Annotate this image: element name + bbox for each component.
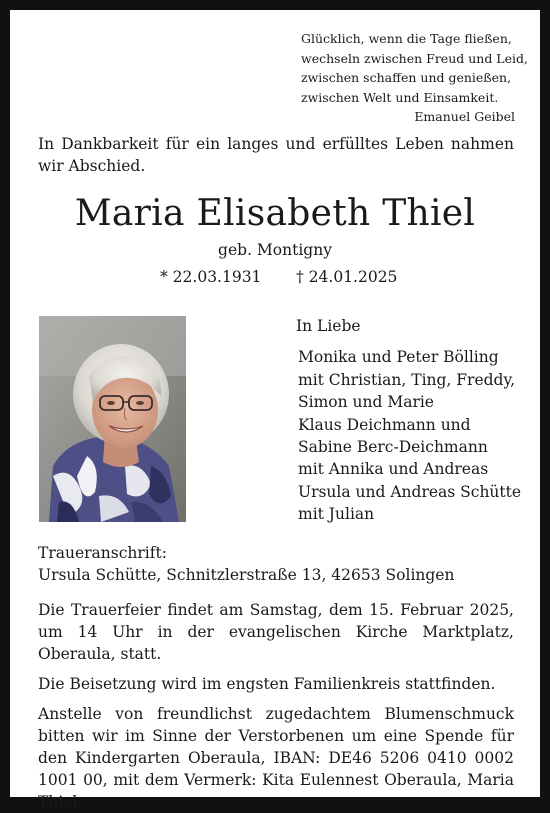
obituary-notice: [10, 10, 540, 811]
poem-line: zwischen Welt und Einsamkeit.: [301, 89, 499, 105]
mourner-line: mit Christian, Ting, Freddy,: [298, 370, 516, 389]
donation-text: Anstelle von freundlichst zugedachtem Blumenschmuck bitten wir im Sinne der Verstorbenen um eine Spende für den Kindergarten Oberaula, IBAN: DE46 5206 0410 0002 1001 00, mit dem Vermerk: Kita Eulennest Oberaula, Maria Thiel.: [38, 705, 514, 811]
mourning-address: [38, 542, 514, 586]
mourners-heading: In Liebe: [296, 317, 361, 335]
mourner-line: Monika und Peter Bölling: [298, 348, 499, 367]
maiden-name: geb. Montigny: [218, 241, 332, 259]
intro-text: In Dankbarkeit für ein langes und erfülltes Leben nahmen wir Abschied.: [38, 135, 514, 175]
burial-text: Die Beisetzung wird im engsten Familienkreis stattfinden.: [38, 675, 496, 693]
ceremony-text: Die Trauerfeier findet am Samstag, dem 15. Februar 2025, um 14 Uhr in der evangelischen Kirche Marktplatz, Oberaula, statt.: [38, 601, 514, 663]
address-value: Ursula Schütte, Schnitzlerstraße 13, 42653 Solingen: [38, 566, 455, 584]
birth-date: * 22.03.1931: [160, 268, 262, 286]
portrait-photo: [39, 316, 186, 522]
funeral-info: [38, 599, 514, 813]
mourner-line: Ursula und Andreas Schütte: [298, 482, 522, 501]
address-label: Traueranschrift:: [38, 544, 167, 562]
mourners-list: [296, 315, 536, 526]
poem: [301, 29, 528, 127]
poem-line: Glücklich, wenn die Tage fließen,: [301, 31, 512, 46]
death-date: † 24.01.2025: [296, 268, 398, 286]
mourner-line: Sabine Berc-Deichmann: [298, 438, 488, 457]
mourner-line: mit Julian: [298, 505, 375, 524]
mourner-line: Simon und Marie: [298, 393, 434, 412]
poem-line: zwischen schaffen und genießen,: [301, 70, 512, 85]
poem-line: wechseln zwischen Freud und Leid,: [301, 50, 528, 66]
poem-author: Emanuel Geibel: [414, 109, 515, 124]
deceased-name: Maria Elisabeth Thiel: [74, 193, 476, 234]
mourner-line: Klaus Deichmann und: [298, 415, 471, 434]
mourner-line: mit Annika und Andreas: [298, 460, 489, 479]
